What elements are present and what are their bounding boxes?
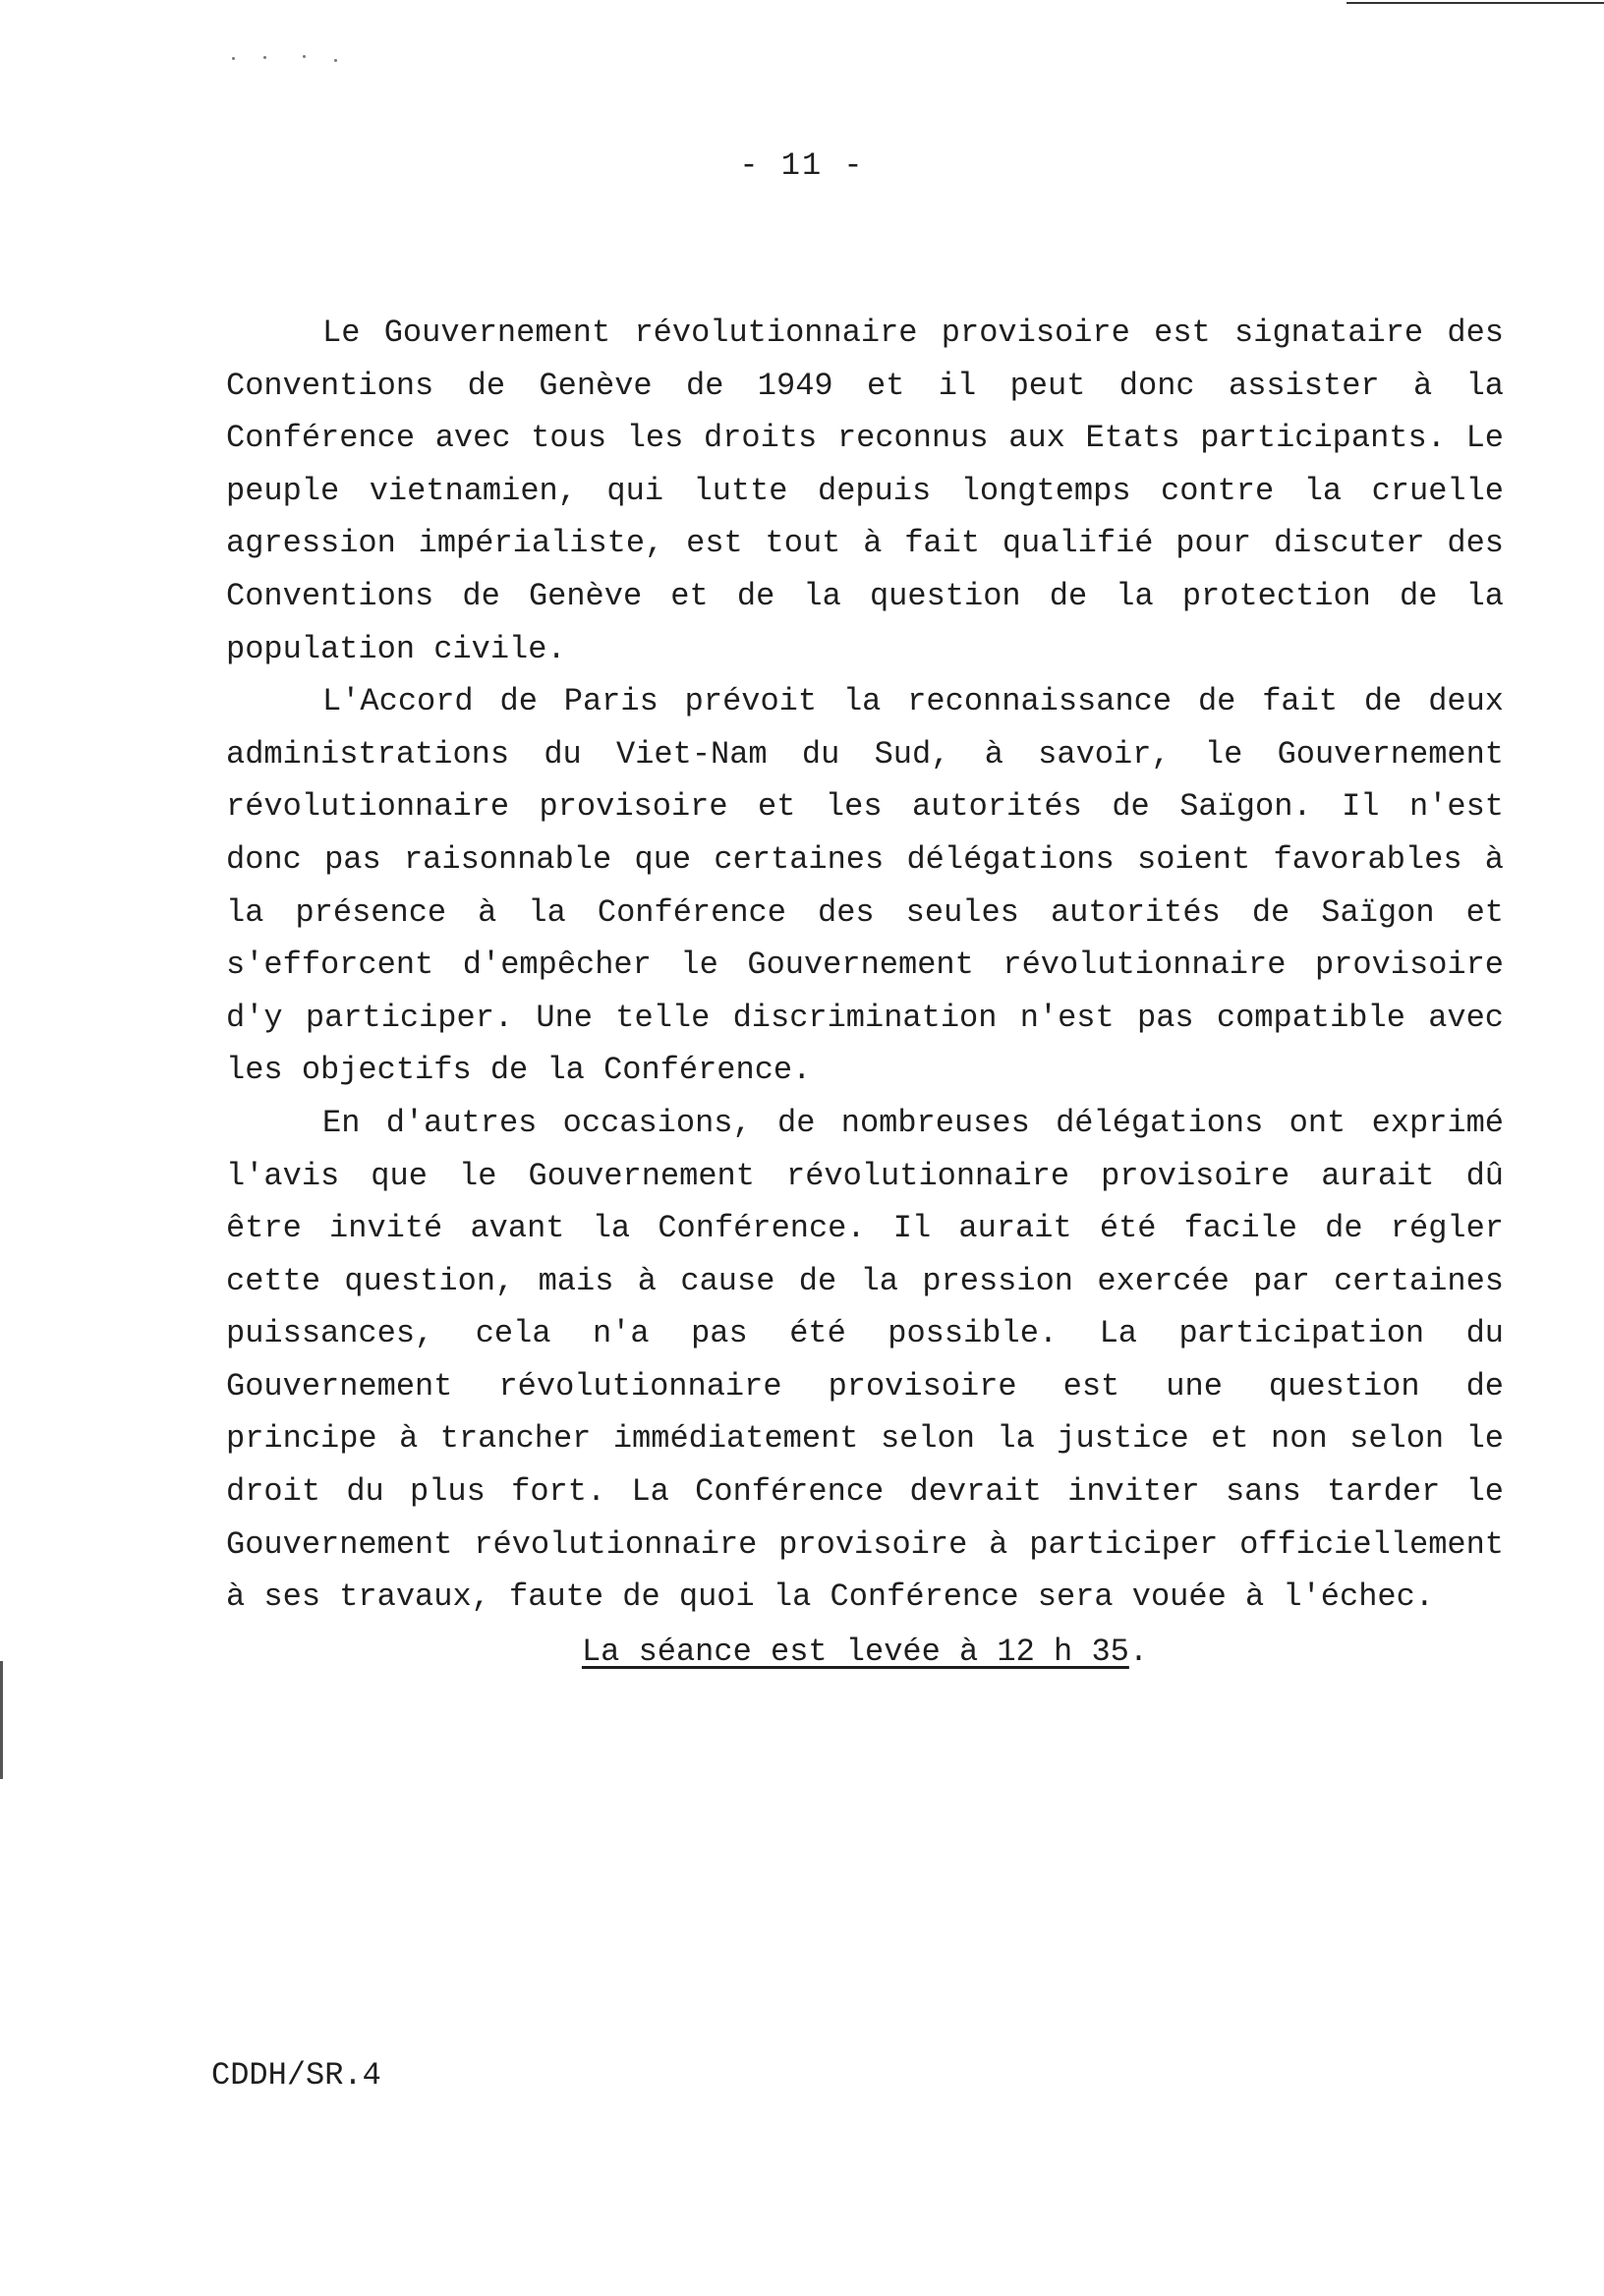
scan-speck [263, 56, 266, 59]
scan-edge-mark [0, 1661, 3, 1779]
paragraph-2: L'Accord de Paris prévoit la reconnaissance de fait de deux administrations du Viet-Nam du Sud, à savoir, le Gouvernement révolutionnaire provisoire et les autorités de Saïgon. Il n'est donc pas raisonnable que certaines délégations soient favorables à la présence à la Conférence des seules autorités de Saïgon et s'efforcent d'empêcher le Gouvernement révolutionnaire provisoire d'y participer. Une telle discrimination n'est pas compatible avec les objectifs de la Conférence. [226, 683, 1504, 1089]
scan-edge-line [1346, 2, 1604, 4]
scan-speck [303, 55, 306, 58]
closing-line [226, 1624, 1504, 1679]
document-symbol: CDDH/SR.4 [211, 2057, 381, 2094]
closing-punctuation: . [1128, 1633, 1149, 1670]
scan-speck [334, 59, 337, 62]
page-number: - 11 - [739, 147, 865, 184]
paragraph-1: Le Gouvernement révolutionnaire provisoire est signataire des Conventions de Genève de 1949 et il peut donc assister à la Conférence avec tous les droits reconnus aux Etats participants. Le peuple vietnamien, qui lutte depuis longtemps contre la cruelle agression impérialiste, est tout à fait qualifié pour discuter des Conventions de Genève et de la question de la protection de la population civile. [226, 315, 1504, 667]
scan-speck [232, 57, 235, 60]
closing-text: La séance est levée à 12 h 35 [581, 1633, 1129, 1670]
document-body [226, 307, 1504, 1678]
paragraph-3: En d'autres occasions, de nombreuses délégations ont exprimé l'avis que le Gouvernement révolutionnaire provisoire aurait dû être invité avant la Conférence. Il aurait été facile de régler cette question, mais à cause de la pression exercée par certaines puissances, cela n'a pas été possible. La participation du Gouvernement révolutionnaire provisoire est une question de principe à trancher immédiatement selon la justice et non selon le droit du plus fort. La Conférence devrait inviter sans tarder le Gouvernement révolutionnaire provisoire à participer officiellement à ses travaux, faute de quoi la Conférence sera vouée à l'échec. [226, 1104, 1504, 1616]
